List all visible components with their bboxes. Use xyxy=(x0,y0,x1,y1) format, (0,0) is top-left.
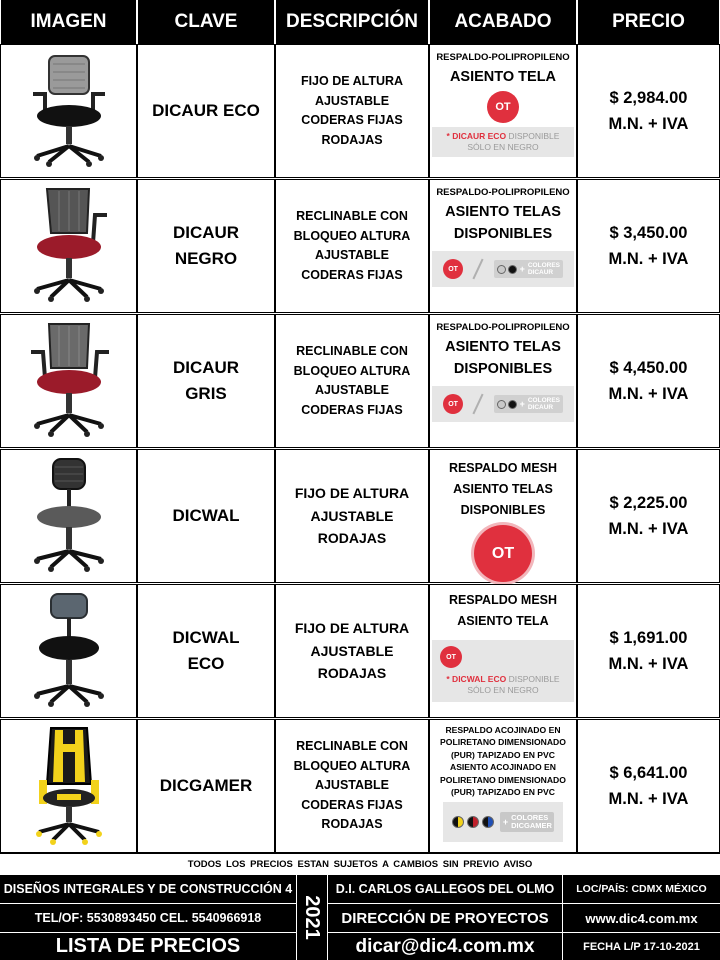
acabado-line: ASIENTO ACOJINADO EN xyxy=(449,762,556,773)
price-value: $ 1,691.00 xyxy=(609,629,688,647)
footer-company: DISEÑOS INTEGRALES Y DE CONSTRUCCIÓN 4 xyxy=(0,875,296,903)
product-image-cell xyxy=(1,45,136,177)
price-value: $ 2,225.00 xyxy=(609,494,688,512)
product-image-cell xyxy=(1,720,136,852)
acabado-line: POLIRETANO DIMENSIONADO xyxy=(440,737,566,748)
product-row-dicaur-negro xyxy=(0,179,720,313)
descripcion-cell xyxy=(276,450,428,582)
acabado-main-label: DISPONIBLES xyxy=(453,226,553,242)
footer-location: LOC/PAÍS: CDMX MÉXICO xyxy=(563,875,720,903)
divider xyxy=(473,394,484,415)
price-currency: M.N. + IVA xyxy=(608,385,689,403)
acabado-cell xyxy=(430,45,576,177)
descripcion-line: AJUSTABLE xyxy=(310,507,394,524)
divider xyxy=(473,259,484,280)
acabado-main-label: ASIENTO TELAS xyxy=(445,204,561,220)
office-chair-image xyxy=(19,50,119,172)
note-line2: SÓLO EN NEGRO xyxy=(467,142,539,152)
clave-text: DICAUR xyxy=(172,223,240,242)
clave-cell xyxy=(138,450,274,582)
footer-person: D.I. CARLOS GALLEGOS DEL OLMO xyxy=(328,875,562,903)
clave-text: DICGAMER xyxy=(159,776,253,795)
descripcion-cell xyxy=(276,585,428,717)
price-value: $ 6,641.00 xyxy=(609,764,688,782)
acabado-top-label: RESPALDO-POLIPROPILENO xyxy=(436,187,570,198)
color-dot-black xyxy=(508,400,517,409)
clave-cell xyxy=(138,180,274,312)
acabado-main-label: ASIENTO TELAS xyxy=(453,482,553,496)
descripcion-line: FIJO DE ALTURA xyxy=(294,485,410,502)
note-line2: SÓLO EN NEGRO xyxy=(467,685,539,695)
clave-cell xyxy=(138,720,274,852)
product-row-dicwal-eco xyxy=(0,584,720,718)
product-row-dicaur-gris xyxy=(0,314,720,448)
acabado-main-label: ASIENTO TELA xyxy=(449,69,557,85)
precio-cell xyxy=(578,450,719,582)
note-rest: DISPONIBLE xyxy=(506,131,560,141)
descripcion-line: CODERAS FIJAS xyxy=(301,402,403,417)
footer-date: FECHA L/P 17-10-2021 xyxy=(563,933,720,960)
price-currency: M.N. + IVA xyxy=(608,790,689,808)
ot-fabric-logo-icon: OT xyxy=(443,259,463,279)
acabado-line: (PUR) TAPIZADO EN PVC xyxy=(451,749,555,760)
office-chair-image xyxy=(19,590,119,712)
header-precio: PRECIO xyxy=(578,0,719,44)
plus-icon: + xyxy=(502,817,509,828)
acabado-main-label: DISPONIBLES xyxy=(460,503,546,517)
color-dot-black xyxy=(508,265,517,274)
clave-text: DICAUR ECO xyxy=(152,101,260,120)
availability-note xyxy=(432,127,574,157)
descripcion-line: AJUSTABLE xyxy=(314,383,390,397)
color-dots xyxy=(497,265,517,274)
footer xyxy=(0,875,720,960)
clave-cell xyxy=(138,315,274,447)
color-dot-blue xyxy=(482,816,494,828)
office-chair-image xyxy=(19,455,119,577)
acabado-cell xyxy=(430,585,576,717)
price-notice: TODOS LOS PRECIOS ESTAN SUJETOS A CAMBIOS SIN PREVIO AVISO xyxy=(187,859,533,870)
clave-cell xyxy=(138,585,274,717)
precio-cell xyxy=(578,45,719,177)
gaming-chair-image xyxy=(19,724,119,848)
descripcion-line: RODAJAS xyxy=(317,530,387,547)
color-dot-red xyxy=(467,816,479,828)
descripcion-line: AJUSTABLE xyxy=(314,248,390,262)
product-row-dicgamer xyxy=(0,719,720,853)
descripcion-cell xyxy=(276,315,428,447)
descripcion-cell xyxy=(276,720,428,852)
ot-fabric-logo-icon: OT xyxy=(443,394,463,414)
ot-fabric-logo-icon: OT xyxy=(440,646,462,668)
note-strong: * DICAUR ECO xyxy=(446,131,507,141)
price-value: $ 3,450.00 xyxy=(609,224,688,242)
table-bottom-border xyxy=(0,853,720,854)
descripcion-cell xyxy=(276,45,428,177)
footer-year xyxy=(296,875,326,960)
price-currency: M.N. + IVA xyxy=(608,115,689,133)
clave-text: DICWAL xyxy=(172,628,240,647)
product-image-cell xyxy=(1,180,136,312)
product-image-cell xyxy=(1,450,136,582)
descripcion-line: RECLINABLE CON xyxy=(296,739,408,754)
colors-chip xyxy=(500,812,554,832)
color-swatch-box xyxy=(443,802,563,842)
price-currency: M.N. + IVA xyxy=(608,655,689,673)
precio-cell xyxy=(578,315,719,447)
descripcion-line: RODAJAS xyxy=(321,132,383,147)
color-dots xyxy=(452,816,494,828)
descripcion-cell xyxy=(276,180,428,312)
colors-label: COLORES DICAUR xyxy=(527,397,560,411)
descripcion-line: RODAJAS xyxy=(321,817,383,832)
acabado-line: (PUR) TAPIZADO EN PVC xyxy=(451,787,555,798)
ot-fabric-logo-icon: OT xyxy=(474,525,532,582)
price-currency: M.N. + IVA xyxy=(608,520,689,538)
descripcion-line: CODERAS FIJAS xyxy=(301,113,403,127)
acabado-cell xyxy=(430,315,576,447)
office-chair-image xyxy=(19,320,119,442)
price-currency: M.N. + IVA xyxy=(608,250,689,268)
descripcion-line: BLOQUEO ALTURA xyxy=(293,363,411,378)
footer-title: LISTA DE PRECIOS xyxy=(0,933,296,960)
color-swatch-box xyxy=(432,251,574,287)
descripcion-line: FIJO DE ALTURA xyxy=(294,620,410,637)
footer-website-link[interactable]: www.dic4.com.mx xyxy=(563,904,720,932)
header-descripcion: DESCRIPCIÓN xyxy=(276,0,428,44)
descripcion-line: AJUSTABLE xyxy=(314,93,390,108)
clave-text: DICAUR xyxy=(172,358,240,377)
color-dot-gray xyxy=(497,265,506,274)
descripcion-line: RECLINABLE CON xyxy=(296,209,408,223)
acabado-top-label: RESPALDO-POLIPROPILENO xyxy=(436,322,570,333)
header-clave: CLAVE xyxy=(138,0,274,44)
product-image-cell xyxy=(1,585,136,717)
acabado-cell xyxy=(430,720,576,852)
clave-text: GRIS xyxy=(185,384,227,403)
acabado-cell xyxy=(430,450,576,582)
acabado-main-label: RESPALDO MESH xyxy=(448,593,558,607)
footer-department: DIRECCIÓN DE PROYECTOS xyxy=(328,904,562,932)
acabado-top-label: RESPALDO-POLIPROPILENO xyxy=(436,52,570,63)
acabado-main-label: ASIENTO TELA xyxy=(457,614,549,628)
descripcion-line: AJUSTABLE xyxy=(314,778,390,793)
header-imagen: IMAGEN xyxy=(1,0,136,44)
descripcion-line: CODERAS FIJAS xyxy=(301,267,403,282)
color-dot-yellow xyxy=(452,816,464,828)
clave-text: DICWAL xyxy=(172,506,240,525)
descripcion-line: FIJO DE ALTURA xyxy=(300,74,404,88)
clave-text: ECO xyxy=(187,654,225,673)
acabado-main-label: RESPALDO MESH xyxy=(448,461,558,475)
acabado-cell xyxy=(430,180,576,312)
descripcion-line: AJUSTABLE xyxy=(310,642,394,659)
descripcion-line: RECLINABLE CON xyxy=(296,344,408,358)
product-row-dicwal xyxy=(0,449,720,583)
acabado-line: RESPALDO ACOJINADO EN xyxy=(445,725,561,735)
descripcion-line: BLOQUEO ALTURA xyxy=(293,758,411,773)
descripcion-line: CODERAS FIJAS xyxy=(301,797,403,812)
descripcion-line: BLOQUEO ALTURA xyxy=(293,228,411,243)
color-swatch-box xyxy=(432,386,574,422)
colors-chip xyxy=(494,260,563,278)
ot-fabric-logo-icon: OT xyxy=(487,91,519,123)
plus-icon: + xyxy=(519,399,525,409)
color-dot-gray xyxy=(497,400,506,409)
office-chair-image xyxy=(19,185,119,307)
price-value: $ 2,984.00 xyxy=(609,89,688,107)
colors-chip xyxy=(494,395,563,413)
acabado-main-label: DISPONIBLES xyxy=(453,361,553,377)
product-image-cell xyxy=(1,315,136,447)
precio-cell xyxy=(578,585,719,717)
clave-text: NEGRO xyxy=(174,249,238,268)
color-dots xyxy=(497,400,517,409)
availability-note xyxy=(432,640,574,702)
acabado-line: POLIRETANO DIMENSIONADO xyxy=(440,774,566,785)
descripcion-line: RODAJAS xyxy=(317,665,387,682)
footer-phones: TEL/OF: 5530893450 CEL. 5540966918 xyxy=(0,904,296,932)
footer-email-link[interactable]: dicar@dic4.com.mx xyxy=(328,933,562,960)
acabado-main-label: ASIENTO TELAS xyxy=(445,339,561,355)
price-value: $ 4,450.00 xyxy=(609,359,688,377)
clave-cell xyxy=(138,45,274,177)
note-strong: * DICWAL ECO xyxy=(446,674,507,684)
footer-year-text: 2021 xyxy=(300,895,323,940)
product-row-dicaur-eco xyxy=(0,44,720,178)
precio-cell xyxy=(578,180,719,312)
colors-label: COLORES DICGAMER xyxy=(511,813,552,831)
colors-label: COLORES DICAUR xyxy=(527,262,560,276)
header-acabado: ACABADO xyxy=(430,0,576,44)
plus-icon: + xyxy=(519,264,525,274)
note-rest: DISPONIBLE xyxy=(506,674,560,684)
precio-cell xyxy=(578,720,719,852)
